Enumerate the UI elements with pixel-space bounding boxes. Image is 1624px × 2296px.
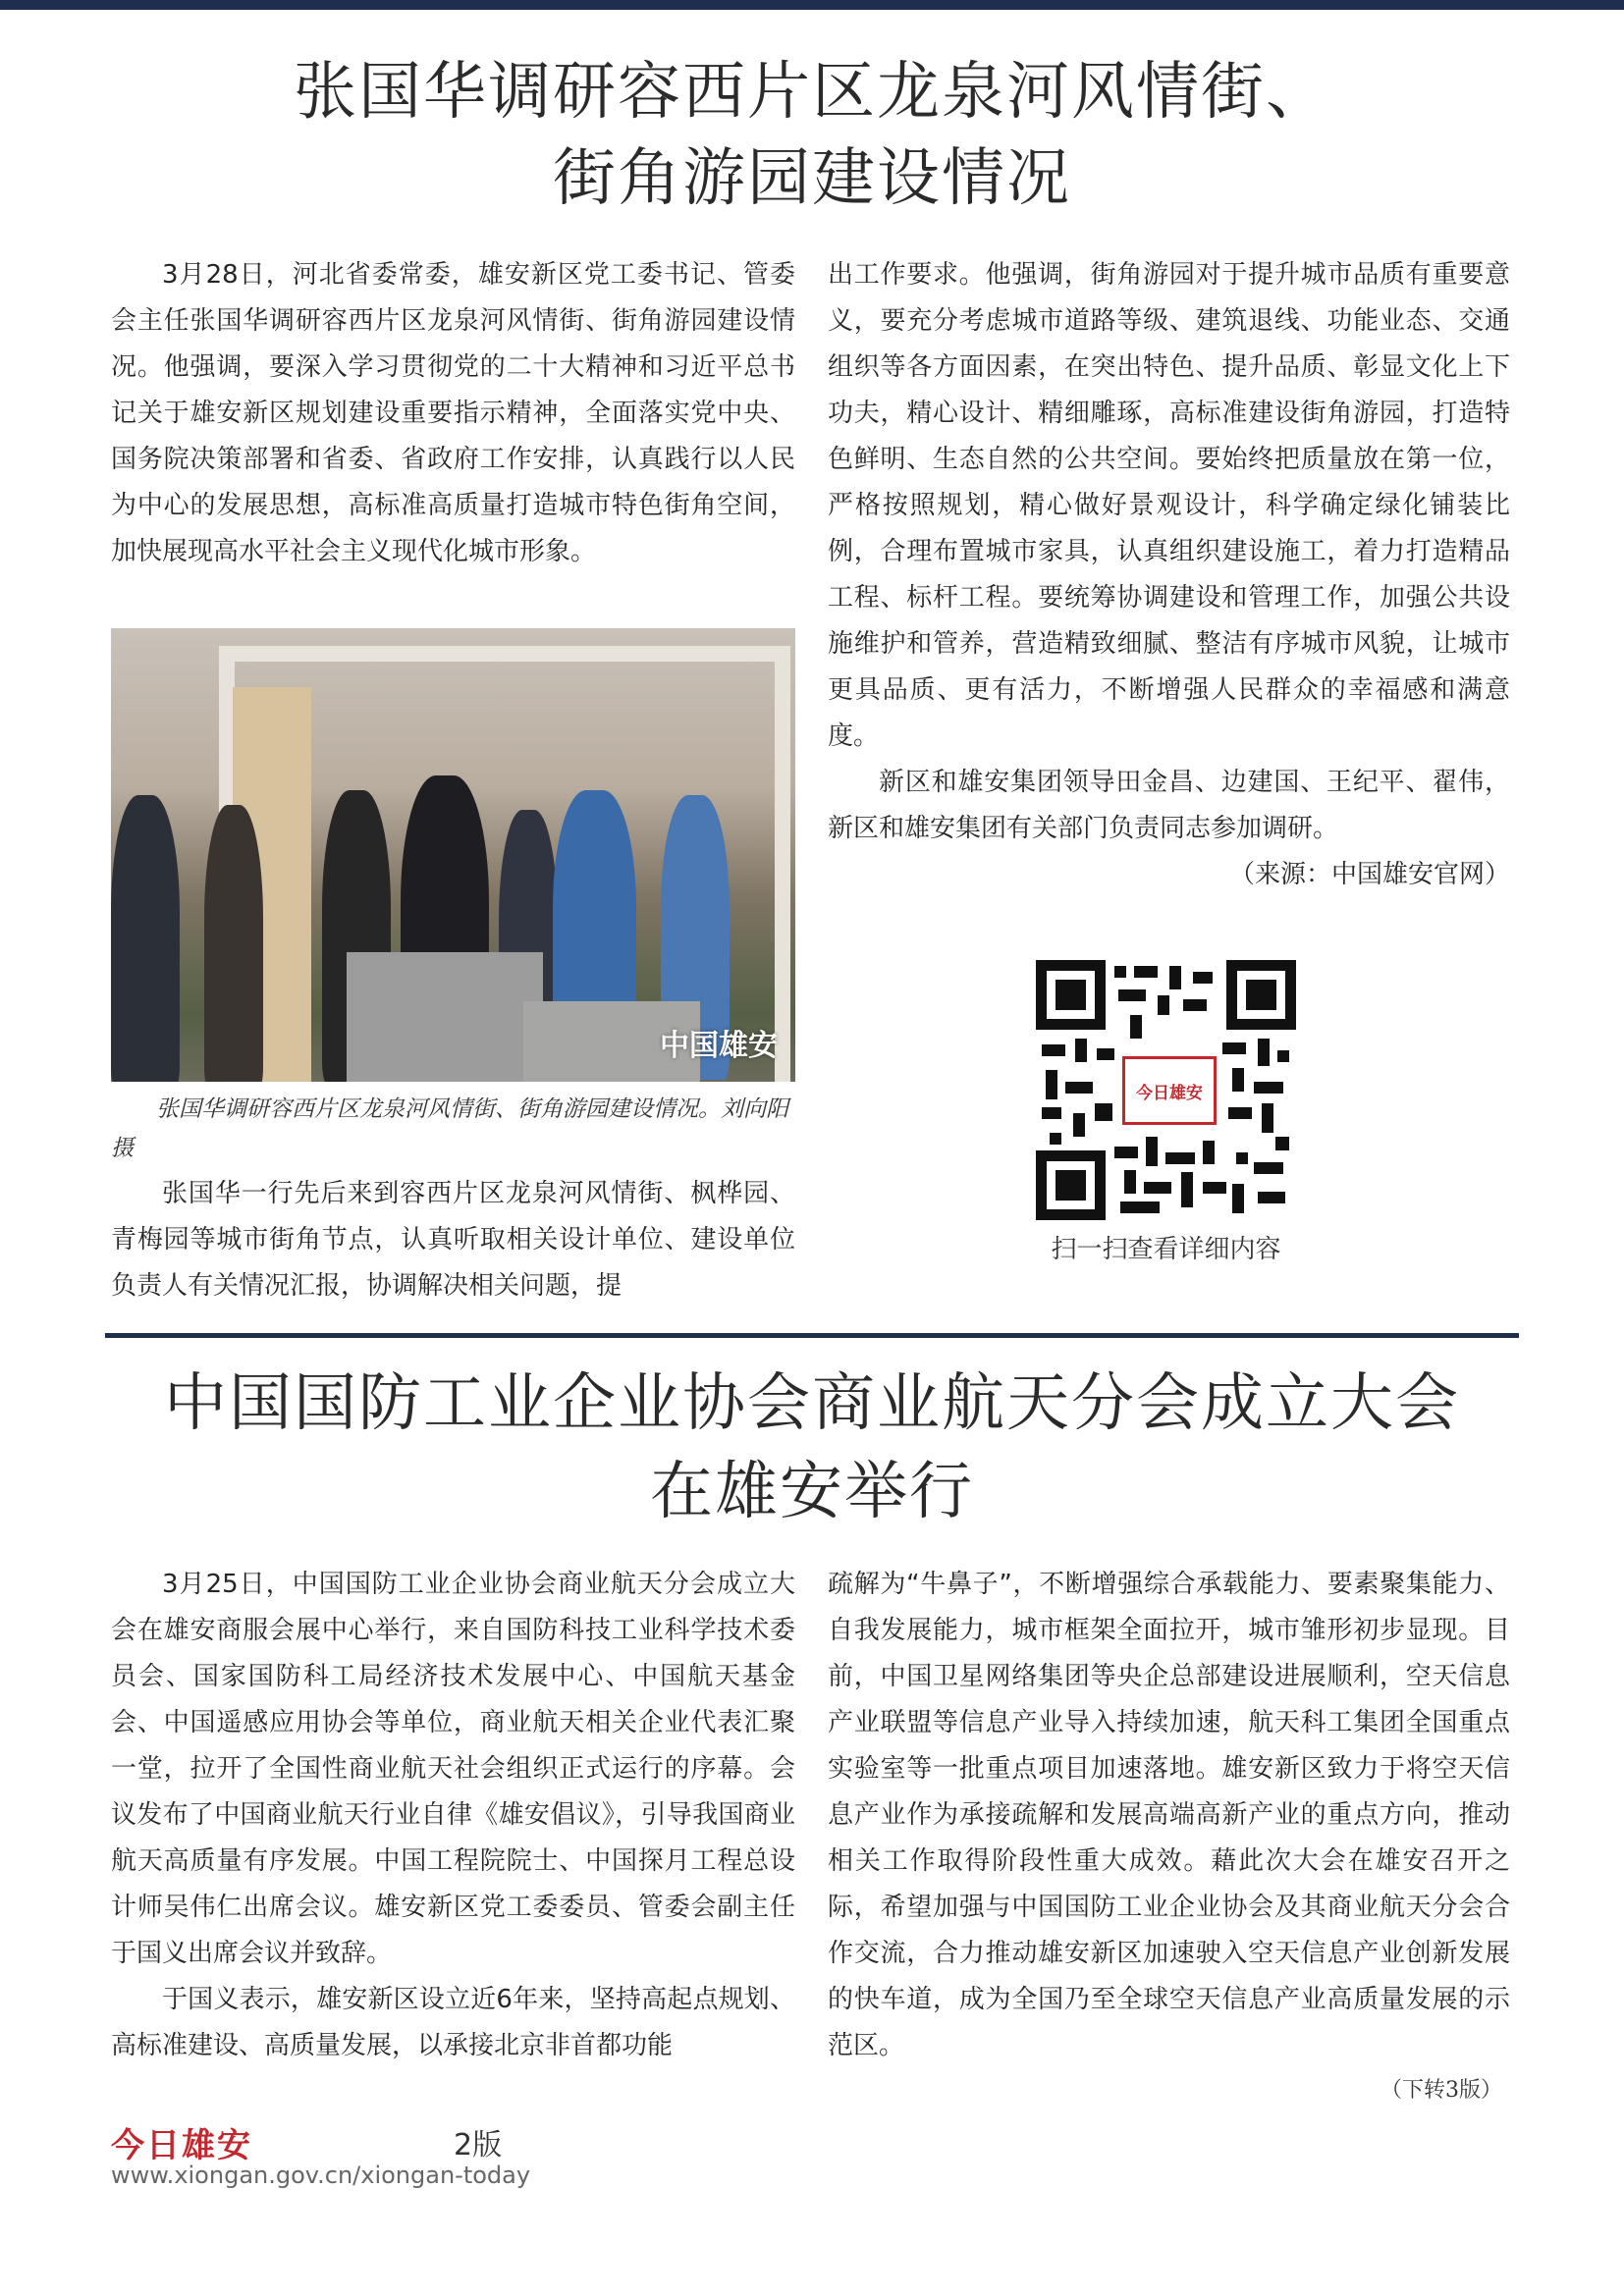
article2-paragraph: 3月25日，中国国防工业企业协会商业航天分会成立大会在雄安商服会展中心举行，来自国防科技工业科学技术委员会、国家国防科工局经济技术发展中心、中国航天基金会、中国遥感应用协会等单位，商业航天相关企业代表汇聚一堂，拉开了全国性商业航天社会组织正式运行的序幕。会议发布了中国商业航天行业自律《雄安倡议》，引导我国商业航天高质量有序发展。中国工程院院士、中国探月工程总设计师吴伟仁出席会议。雄安新区党工委委员、管委会副主任于国义出席会议并致辞。	[111, 1570, 795, 1968]
article1-source: （来源：中国雄安官网）	[1228, 860, 1510, 889]
qr-logo: 今日雄安	[1122, 1056, 1217, 1125]
article1-paragraph: 张国华一行先后来到容西片区龙泉河风情街、枫桦园、青梅园等城市街角节点，认真听取相关设计单位、建设单位负责人有关情况汇报，协调解决相关问题，提	[111, 1179, 795, 1301]
qr-finder-top-left	[1036, 960, 1106, 1030]
article1-photo	[111, 628, 795, 1082]
article1-paragraph: 3月28日，河北省委常委，雄安新区党工委书记、管委会主任张国华调研容西片区龙泉河风情街、街角游园建设情况。他强调，要深入学习贯彻党的二十大精神和习近平总书记关于雄安新区规划建设重要指示精神，全面落实党中央、国务院决策部署和省委、省政府工作安排，认真践行以人民为中心的发展思想，高标准高质量打造城市特色街角空间，加快展现高水平社会主义现代化城市形象。	[111, 260, 795, 566]
photo-caption-text: 张国华调研容西片区龙泉河风情街、街角游园建设情况。刘向阳 摄	[111, 1096, 788, 1161]
qr-finder-top-right	[1226, 960, 1296, 1030]
article2-title-line2: 在雄安举行	[650, 1456, 974, 1528]
photo-caption	[111, 1090, 795, 1168]
qr-finder-bottom-left	[1036, 1150, 1106, 1220]
footer-brand: 今日雄安	[111, 2126, 252, 2165]
article2-paragraph: 疏解为“牛鼻子”，不断增强综合承载能力、要素聚集能力、自我发展能力，城市框架全面拉开，城市雏形初步显现。目前，中国卫星网络集团等央企总部建设进展顺利，空天信息产业联盟等信息产业导入持续加速，航天科工集团全国重点实验室等一批重点项目加速落地。雄安新区致力于将空天信息产业作为承接疏解和发展高端高新产业的重点方向，推动相关工作取得阶段性重大成效。藉此次大会在雄安召开之际，希望加强与中国国防工业企业协会及其商业航天分会合作交流，合力推动雄安新区加速驶入空天信息产业创新发展的快车道，成为全国乃至全球空天信息产业高质量发展的示范区。	[828, 1570, 1510, 2060]
article1-right-column	[828, 252, 1510, 898]
article1-title-line2: 街角游园建设情况	[553, 142, 1071, 215]
footer-url[interactable]: www.xiongan.gov.cn/xiongan-today	[111, 2162, 531, 2189]
top-bar	[0, 0, 1624, 10]
article2-paragraph: 于国义表示，雄安新区设立近6年来，坚持高起点规划、高标准建设、高质量发展，以承接北京非首都功能	[111, 1985, 795, 2060]
article2-title-line1: 中国国防工业企业协会商业航天分会成立大会	[164, 1367, 1460, 1440]
qr-code[interactable]	[1036, 960, 1296, 1220]
page-number: 2版	[454, 2128, 503, 2163]
article-divider	[105, 1333, 1519, 1338]
article1-paragraph: 出工作要求。他强调，街角游园对于提升城市品质有重要意义，要充分考虑城市道路等级、建筑退线、功能业态、交通组织等各方面因素，在突出特色、提升品质、彰显文化上下功夫，精心设计、精细雕琢，高标准建设街角游园，打造特色鲜明、生态自然的公共空间。要始终把质量放在第一位，严格按照规划，精心做好景观设计，科学确定绿化铺装比例，合理布置城市家具，认真组织建设施工，着力打造精品工程、标杆工程。要统筹协调建设和管理工作，加强公共设施维护和管养，营造精致细腻、整洁有序城市风貌，让城市更具品质、更有活力，不断增强人民群众的幸福感和满意度。	[828, 260, 1510, 751]
continued-note: （下转3版）	[1380, 2078, 1502, 2103]
article1-title-line1: 张国华调研容西片区龙泉河风情街、	[294, 56, 1330, 129]
article2-left-column	[111, 1562, 795, 2069]
article1-left-column	[111, 252, 795, 575]
photo-watermark: 中国雄安	[660, 1029, 778, 1063]
qr-caption: 扫一扫查看详细内容	[1051, 1235, 1281, 1264]
article1-paragraph: 新区和雄安集团领导田金昌、边建国、王纪平、翟伟，新区和雄安集团有关部门负责同志参加调研。	[828, 768, 1510, 843]
article1-left-column-continued	[111, 1171, 795, 1309]
article2-right-column	[828, 1562, 1510, 2069]
